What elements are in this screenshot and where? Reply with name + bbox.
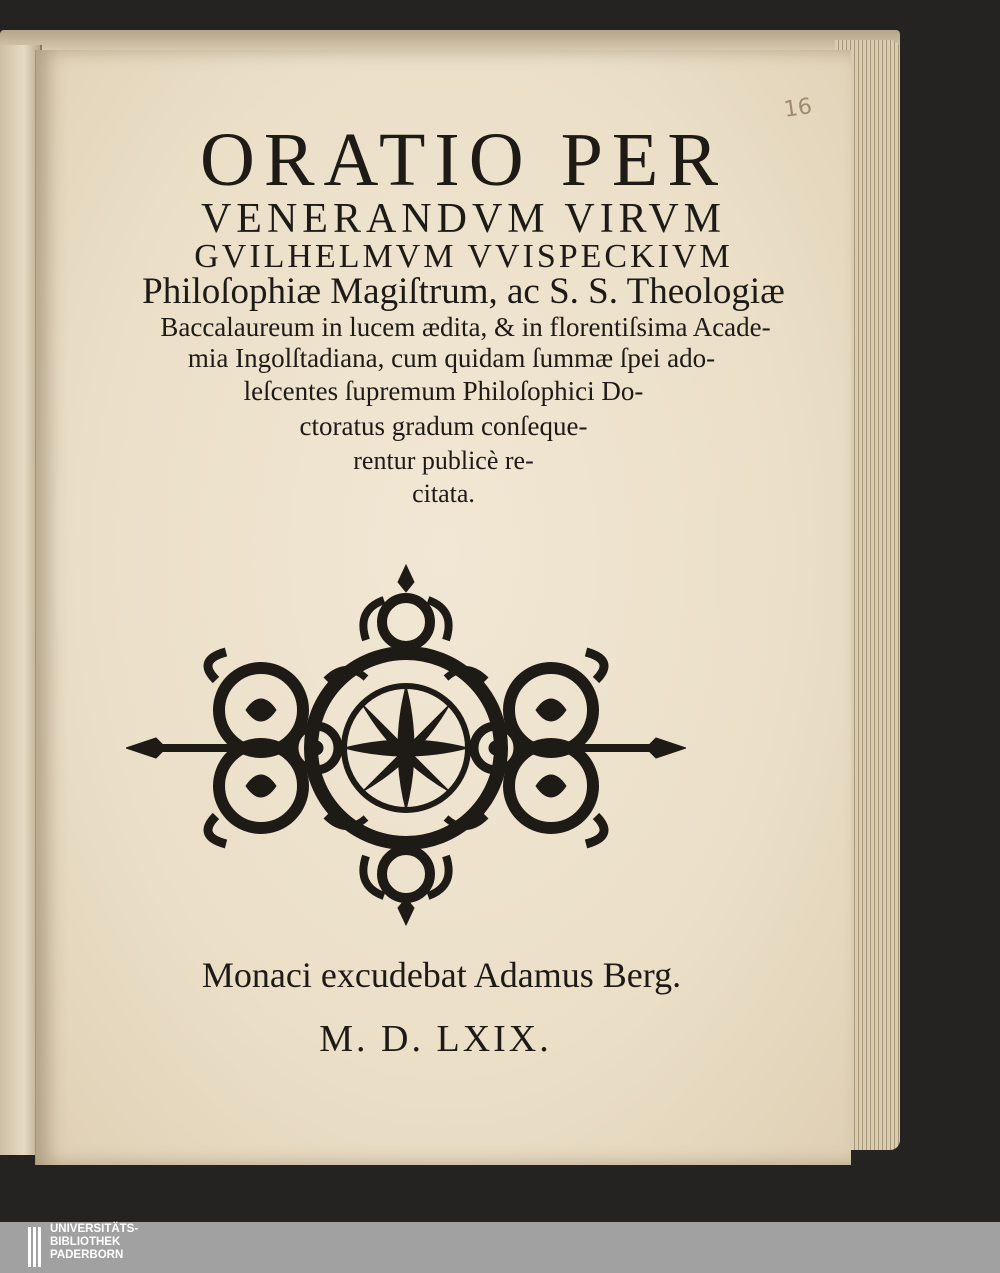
footer-bar xyxy=(0,1222,1000,1273)
title-line-5: Baccalaureum in lucem ædita, & in florentiſsima Acade- xyxy=(160,312,771,342)
library-logo-icon xyxy=(28,1227,44,1267)
title-line-4: Philoſophiæ Magiſtrum, ac S. S. Theologiæ xyxy=(142,271,785,312)
title-line-1: ORATIO PER xyxy=(199,118,728,202)
title-line-7: leſcentes ſupremum Philoſophici Do- xyxy=(243,376,644,406)
title-line-9: rentur publicè re- xyxy=(353,446,534,475)
imprint-year: M. D. LXIX. xyxy=(319,1018,552,1060)
logo-line-2: BIBLIOTHEK xyxy=(50,1236,121,1248)
title-page xyxy=(35,50,851,1165)
title-line-3: GVILHELMVM VVISPECKIVM xyxy=(194,238,733,275)
book-top-edge xyxy=(0,30,900,52)
imprint-printer: Monaci excudebat Adamus Berg. xyxy=(201,955,682,995)
folio-number: 16 xyxy=(782,94,814,123)
ornamental-fleuron-icon xyxy=(126,560,686,930)
title-line-8: ctoratus gradum conſeque- xyxy=(299,411,588,441)
logo-line-3: PADERBORN xyxy=(50,1249,124,1261)
library-logo-text xyxy=(50,1223,138,1262)
title-line-10: citata. xyxy=(412,479,475,508)
logo-line-1: UNIVERSITÄTS- xyxy=(50,1223,139,1235)
title-line-2: VENERANDVM VIRVM xyxy=(200,196,727,242)
title-line-6: mia Ingolſtadiana, cum quidam ſummæ ſpei ado- xyxy=(187,343,716,373)
